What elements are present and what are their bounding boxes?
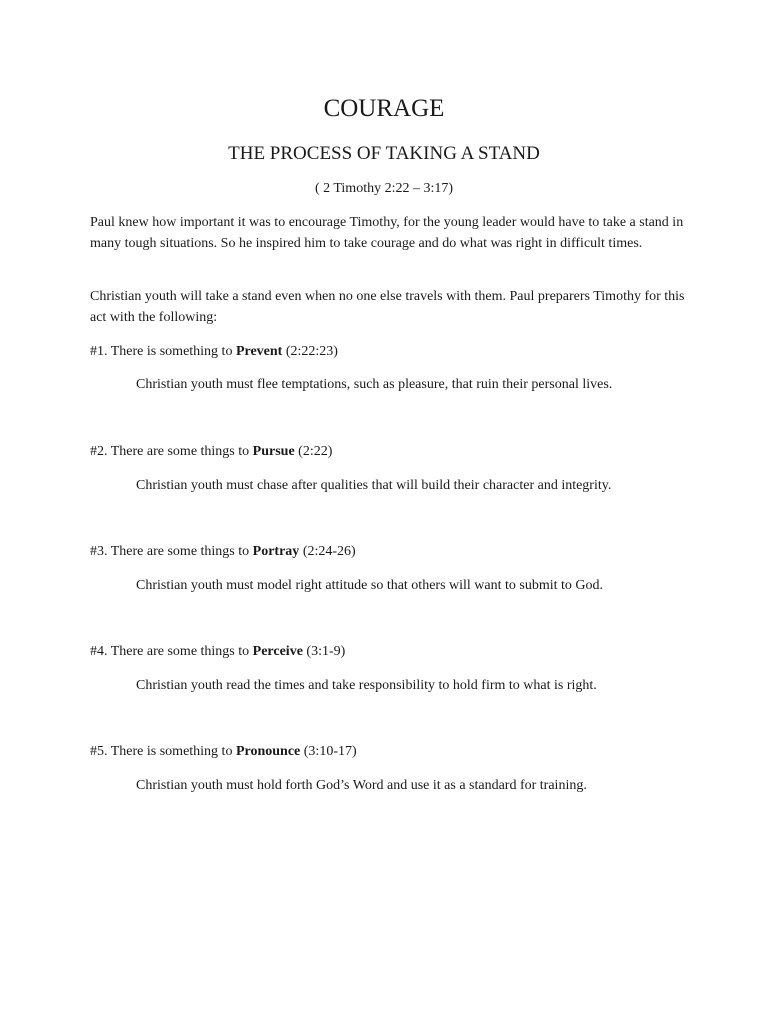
point-ref: (3:1-9) xyxy=(302,644,346,659)
point-description-3: Christian youth must model right attitude so that others will want to submit to God. xyxy=(136,578,604,593)
scripture-reference: ( 2 Timothy 2:22 – 3:17) xyxy=(314,181,454,196)
point-prefix: #5. There is something to xyxy=(90,744,236,759)
point-heading-2 xyxy=(90,442,700,462)
point-description-2: Christian youth must chase after qualities that will build their character and integrity. xyxy=(136,478,612,493)
point-description-4: Christian youth read the times and take responsibility to hold firm to what is right. xyxy=(136,678,597,693)
intro-paragraph: Paul knew how important it was to encourage Timothy, for the young leader would have to take a stand in many tough situations. So he inspired him to take courage and do what was right in difficult times. xyxy=(90,215,684,251)
point-description-1: Christian youth must flee temptations, such as pleasure, that ruin their personal lives. xyxy=(136,377,613,392)
point-prefix: #3. There are some things to xyxy=(90,544,253,559)
point-keyword: Portray xyxy=(252,544,300,559)
point-heading-3 xyxy=(90,542,700,562)
document-subtitle: THE PROCESS OF TAKING A STAND xyxy=(228,143,540,164)
point-keyword: Pursue xyxy=(252,444,295,459)
point-ref: (3:10-17) xyxy=(300,744,357,759)
point-ref: (2:22) xyxy=(294,444,333,459)
point-prefix: #2. There are some things to xyxy=(90,444,253,459)
point-heading-4 xyxy=(90,642,700,662)
point-prefix: #1. There is something to xyxy=(90,344,236,359)
point-ref: (2:22:23) xyxy=(282,344,338,359)
point-prefix: #4. There are some things to xyxy=(90,644,253,659)
point-heading-5 xyxy=(90,742,700,762)
document-title: COURAGE xyxy=(323,95,445,122)
point-heading-1 xyxy=(90,342,700,362)
point-keyword: Pronounce xyxy=(235,744,301,759)
point-ref: (2:24-26) xyxy=(299,544,356,559)
lead-in-paragraph: Christian youth will take a stand even when no one else travels with them. Paul preparers Timothy for this act with the following: xyxy=(90,289,685,325)
point-keyword: Prevent xyxy=(235,344,283,359)
point-keyword: Perceive xyxy=(252,644,303,659)
point-description-5: Christian youth must hold forth God’s Word and use it as a standard for training. xyxy=(136,778,587,793)
